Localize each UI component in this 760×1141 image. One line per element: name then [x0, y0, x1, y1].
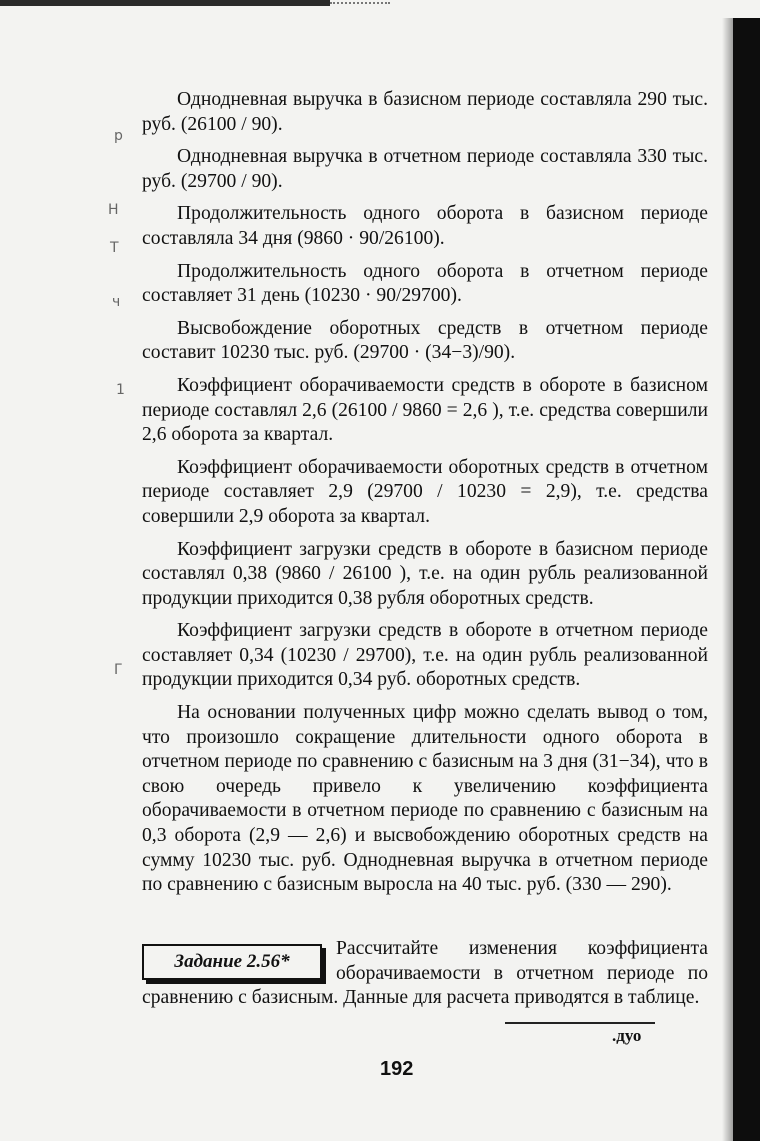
paragraph: Коэффициент оборачиваемости средств в обороте в базисном периоде составлял 2,6 (26100 / 9860 = 2,6 ), т.е. средства совершили 2,6 оборота за квартал.: [142, 374, 708, 446]
task-label: Задание 2.56*: [174, 950, 290, 972]
page-number: 192: [380, 1058, 414, 1080]
margin-mark: ч: [112, 294, 121, 310]
task-block: [142, 937, 708, 1011]
task-label-box: [142, 944, 322, 980]
paragraph: Коэффициент загрузки средств в обороте в отчетном периоде составляет 0,34 (10230 / 29700), т.е. на один рубль реализованной продукции приходится 0,34 руб. оборотных средств.: [142, 620, 708, 691]
scan-top-dash: [330, 2, 390, 4]
margin-mark: р: [114, 128, 123, 144]
scan-top-edge: [0, 0, 330, 6]
margin-mark: Т: [110, 240, 119, 256]
paragraph: Коэффициент оборачиваемости оборотных средств в отчетном периоде составляет 2,9 (29700 / 10230 = 2,9), т.е. средства совершили 2,9 оборота за квартал.: [142, 456, 708, 527]
task-text: Рассчитайте изменения коэффициента оборачиваемости в отчетном периоде по сравнению с базисным. Данные для расчета приводятся в таблице.: [142, 938, 708, 1009]
margin-mark: Г: [114, 662, 123, 678]
paragraph: На основании полученных цифр можно сделать вывод о том, что произошло сокращение длительности одного оборота в отчетном периоде по сравнению с базисным на 3 дня (31−34), что в свою очередь привело к увеличению коэффициента оборачиваемости в отчетном периоде по сравнению с базисным на 0,3 оборота (2,9 — 2,6) и высвобождению оборотных средств на сумму 10230 тыс. руб. Однодневная выручка в отчетном периоде по сравнению с базисным выросла на 40 тыс. руб. (330 — 290).: [142, 702, 708, 896]
paragraph: Однодневная выручка в базисном периоде составляла 290 тыс. руб. (26100 / 90).: [142, 89, 708, 135]
book-spine: [733, 18, 760, 1141]
paragraph: Коэффициент загрузки средств в обороте в базисном периоде составлял 0,38 (9860 / 26100 ), т.е. на один рубль реализованной продукции приходится 0,38 рубля оборотных средств.: [142, 538, 708, 609]
paragraph: Продолжительность одного оборота в базисном периоде составляла 34 дня (9860 · 90/26100).: [142, 203, 708, 249]
margin-marks: [108, 90, 140, 970]
paragraph: Продолжительность одного оборота в отчетном периоде составляет 31 день (10230 · 90/29700).: [142, 260, 708, 307]
margin-mark: Н: [108, 202, 119, 218]
body-text: [142, 88, 708, 906]
book-spine-shadow: [722, 18, 733, 1141]
margin-mark: 1: [116, 382, 125, 398]
bottom-rule: [505, 1022, 655, 1024]
paragraph: Высвобождение оборотных средств в отчетном периоде составит 10230 тыс. руб. (29700 · (34−3)/90).: [142, 317, 708, 364]
bottom-fragment: .дуо: [612, 1026, 642, 1045]
paragraph: Однодневная выручка в отчетном периоде составляла 330 тыс. руб. (29700 / 90).: [142, 146, 708, 192]
